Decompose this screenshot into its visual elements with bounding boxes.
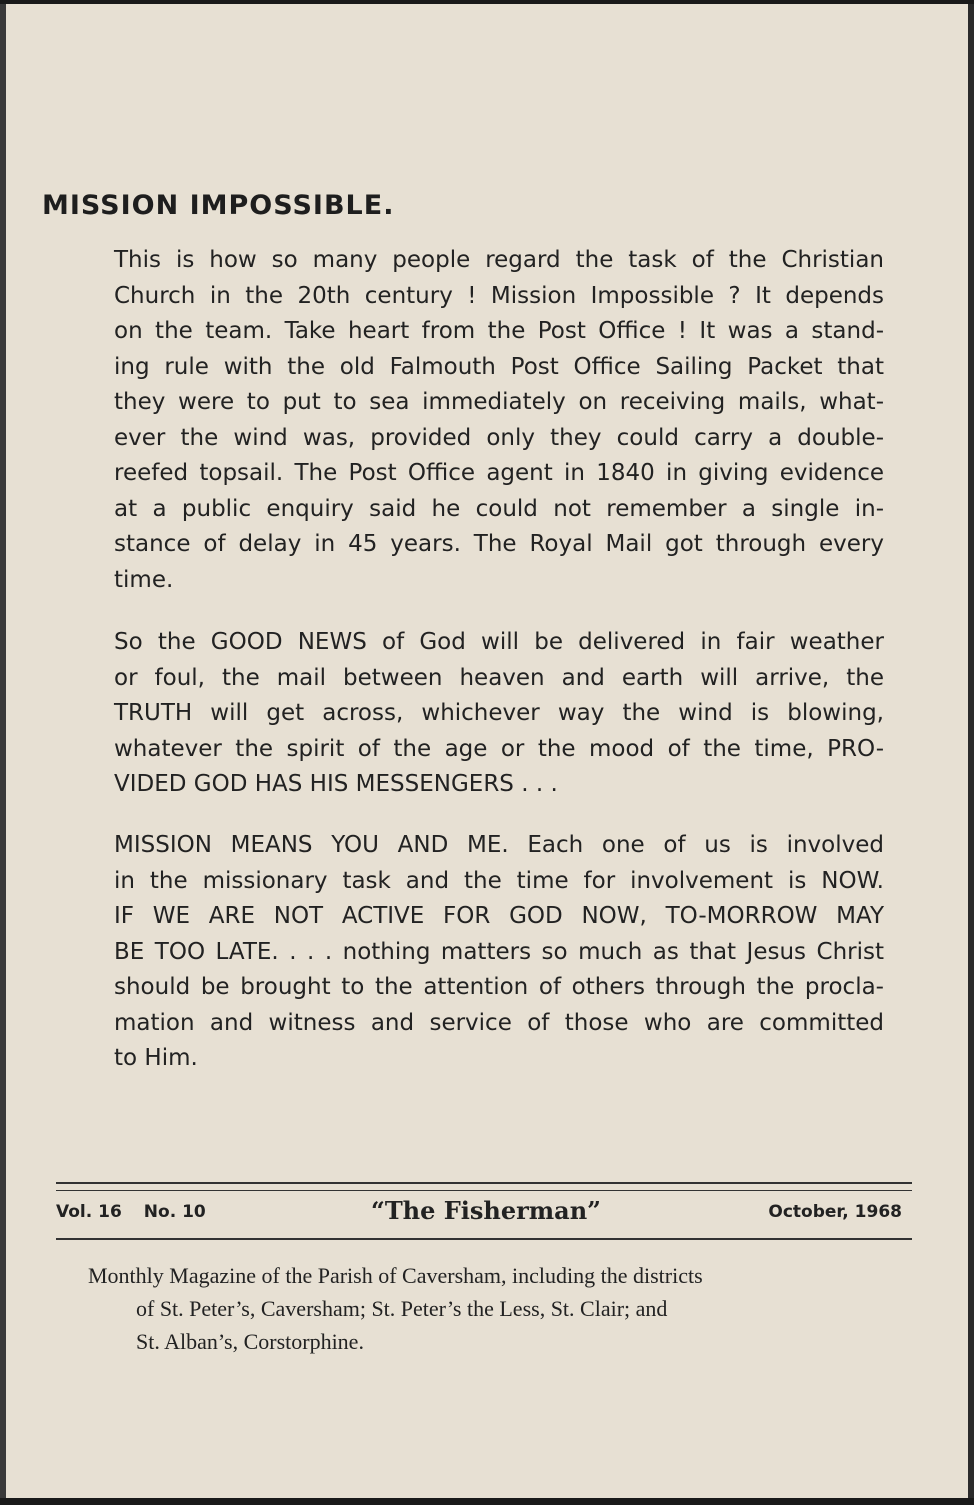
- footer-bottom-rule: [56, 1238, 912, 1240]
- article-paragraph-3: [114, 828, 884, 1077]
- paragraph-line: at a public enquiry said he could not remember a single in-: [114, 495, 884, 522]
- paragraph-line: This is how so many people regard the task of the Christian: [114, 247, 884, 273]
- page-edge: [968, 4, 974, 1498]
- paragraph-line: BE TOO LATE. . . . nothing matters so much as that Jesus Christ: [114, 938, 884, 965]
- article-paragraph-1: [114, 243, 884, 598]
- issue-date: October, 1968: [768, 1202, 902, 1222]
- number-label: No. 10: [143, 1202, 206, 1222]
- paragraph-line: Church in the 20th century ! Mission Impossible ? It depends: [114, 282, 884, 309]
- paragraph-line: ing rule with the old Falmouth Post Office Sailing Packet that: [114, 353, 884, 380]
- paragraph-line: VIDED GOD HAS HIS MESSENGERS . . .: [114, 771, 558, 797]
- paragraph-line: mation and witness and service of those who are committed: [114, 1009, 884, 1036]
- footer-top-rule: [56, 1182, 912, 1191]
- volume-label: Vol. 16: [56, 1202, 122, 1222]
- paragraph-line: on the team. Take heart from the Post Office ! It was a stand-: [114, 318, 884, 344]
- masthead: [88, 1259, 882, 1358]
- paragraph-line: reefed topsail. The Post Office agent in 1840 in giving evidence: [114, 460, 884, 486]
- paragraph-line: MISSION MEANS YOU AND ME. Each one of us is involved: [114, 832, 884, 858]
- paragraph-line: stance of delay in 45 years. The Royal Mail got through every: [114, 531, 884, 557]
- article-heading: MISSION IMPOSSIBLE.: [42, 190, 395, 221]
- paragraph-line: time.: [114, 566, 174, 593]
- page: [0, 4, 968, 1498]
- paragraph-line: in the missionary task and the time for involvement is NOW.: [114, 867, 884, 894]
- paragraph-line: whatever the spirit of the age or the mood of the time, PRO-: [114, 735, 884, 762]
- paragraph-line: ever the wind was, provided only they could carry a double-: [114, 424, 884, 451]
- paragraph-line: IF WE ARE NOT ACTIVE FOR GOD NOW, TO-MORROW MAY: [114, 903, 884, 929]
- masthead-line: of St. Peter’s, Caversham; St. Peter’s the Less, St. Clair; and: [136, 1296, 668, 1321]
- masthead-line: St. Alban’s, Corstorphine.: [136, 1329, 364, 1354]
- paragraph-line: should be brought to the attention of others through the procla-: [114, 974, 884, 1000]
- paragraph-line: they were to put to sea immediately on receiving mails, what-: [114, 389, 884, 415]
- article-paragraph-2: [114, 625, 884, 803]
- paragraph-line: So the GOOD NEWS of God will be delivered in fair weather: [114, 629, 884, 655]
- paragraph-line: or foul, the mail between heaven and earth will arrive, the: [114, 664, 884, 691]
- issue-info: [56, 1202, 228, 1222]
- magazine-title: “The Fisherman”: [371, 1196, 601, 1225]
- paragraph-line: to Him.: [114, 1045, 198, 1071]
- paragraph-line: TRUTH will get across, whichever way the wind is blowing,: [114, 700, 884, 726]
- masthead-line: Monthly Magazine of the Parish of Caversham, including the districts: [88, 1263, 703, 1288]
